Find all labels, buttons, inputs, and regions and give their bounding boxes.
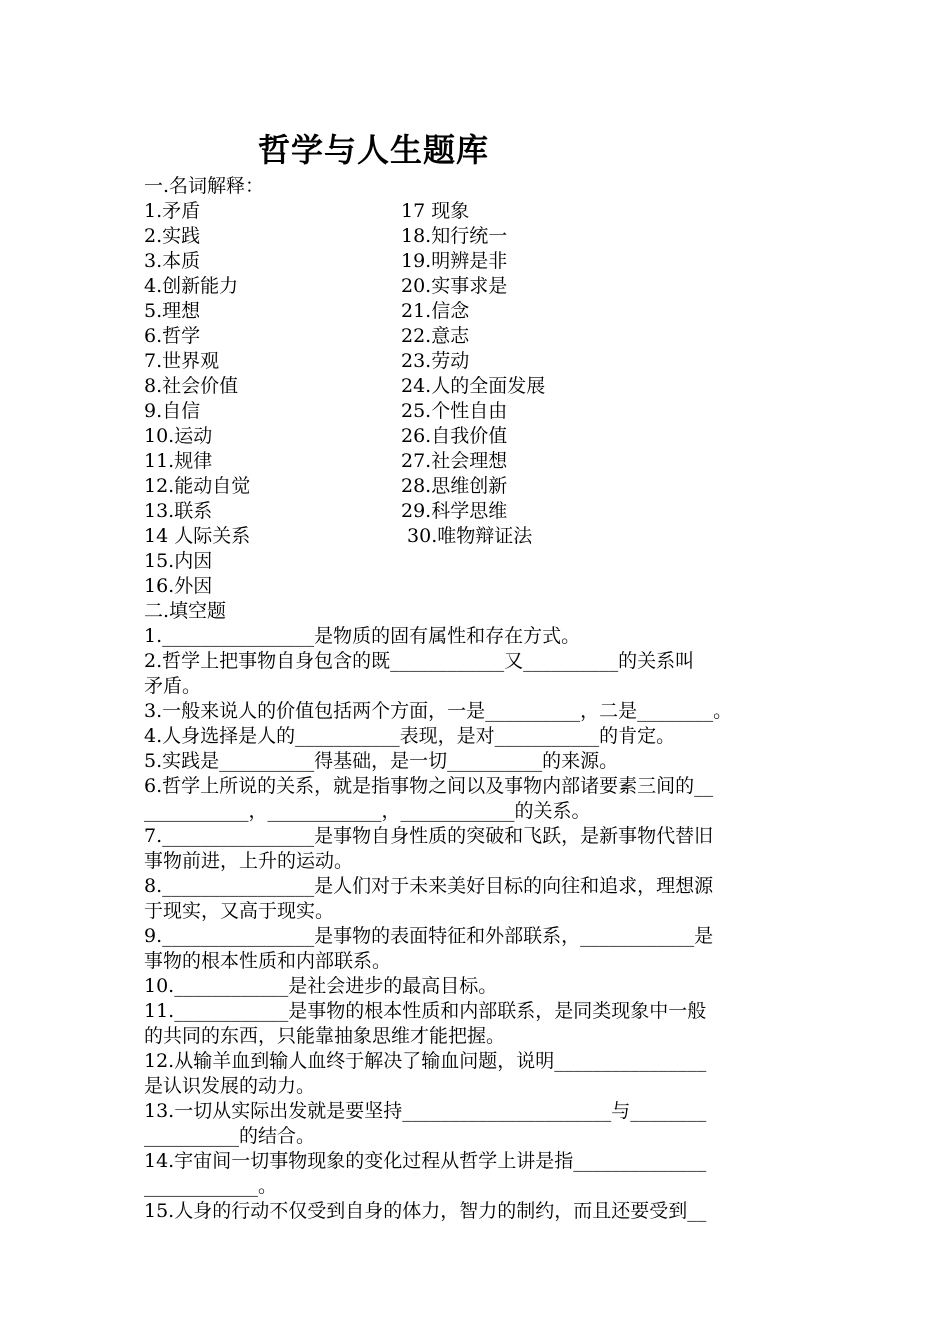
question-line: 4.人身选择是人的___________表现，是对___________的肯定。 — [144, 725, 676, 747]
term-item: 30.唯物辩证法 — [401, 525, 533, 547]
question-line: 的共同的东西，只能靠抽象思维才能把握。 — [144, 1025, 506, 1047]
term-item: 13.联系 — [144, 500, 213, 522]
term-item: 23.劳动 — [401, 350, 470, 372]
question-line: 11.____________是事物的根本性质和内部联系，是同类现象中一般 — [144, 1000, 707, 1022]
term-item: 9.自信 — [144, 400, 201, 422]
term-item: 24.人的全面发展 — [401, 375, 546, 397]
term-item: 21.信念 — [401, 300, 470, 322]
term-item: 3.本质 — [144, 250, 201, 272]
term-item: 10.运动 — [144, 425, 213, 447]
question-line: 6.哲学上所说的关系，就是指事物之间以及事物内部诸要素三间的__ — [144, 775, 714, 797]
question-line: 10.____________是社会进步的最高目标。 — [144, 975, 498, 997]
question-line: 事物的根本性质和内部联系。 — [144, 950, 392, 972]
term-item: 19.明辨是非 — [401, 250, 508, 272]
question-line: 2.哲学上把事物自身包含的既____________又__________的关系叫 — [144, 650, 695, 672]
question-line: 5.实践是__________得基础，是一切__________的来源。 — [144, 750, 619, 772]
document-title: 哲学与人生题库 — [258, 131, 490, 169]
term-item: 17 现象 — [401, 200, 470, 222]
term-item: 29.科学思维 — [401, 500, 508, 522]
question-line: 15.人身的行动不仅受到自身的体力，智力的制约，而且还要受到__ — [144, 1200, 707, 1222]
section-heading-terms: 一.名词解释： — [144, 175, 265, 197]
question-line: 于现实，又高于现实。 — [144, 900, 335, 922]
question-line: 9.________________是事物的表面特征和外部联系，____________是 — [144, 925, 714, 947]
question-line: 是认识发展的动力。 — [144, 1075, 316, 1097]
term-item: 12.能动自觉 — [144, 475, 251, 497]
question-line: ___________，____________，____________的关系。 — [144, 800, 591, 822]
question-line: 3.一般来说人的价值包括两个方面，一是__________，二是________。 — [144, 700, 733, 722]
term-item: 15.内因 — [144, 550, 213, 572]
term-item: 4.创新能力 — [144, 275, 239, 297]
question-line: 1.________________是物质的固有属性和存在方式。 — [144, 625, 581, 647]
term-item: 26.自我价值 — [401, 425, 508, 447]
term-item: 6.哲学 — [144, 325, 201, 347]
question-line: ____________。 — [144, 1175, 278, 1197]
term-item: 14 人际关系 — [144, 525, 251, 547]
question-line: 7.________________是事物自身性质的突破和飞跃，是新事物代替旧 — [144, 825, 714, 847]
section-heading-fill: 二.填空题 — [144, 600, 227, 622]
term-item: 28.思维创新 — [401, 475, 508, 497]
term-item: 8.社会价值 — [144, 375, 239, 397]
question-line: 13.一切从实际出发就是要坚持______________________与________ — [144, 1100, 707, 1122]
question-line: 8.________________是人们对于未来美好目标的向往和追求，理想源 — [144, 875, 714, 897]
term-item: 2.实践 — [144, 225, 201, 247]
question-line: 矛盾。 — [144, 675, 202, 697]
term-item: 16.外因 — [144, 575, 213, 597]
term-item: 20.实事求是 — [401, 275, 508, 297]
question-line: 12.从输羊血到输人血终于解决了输血问题，说明________________ — [144, 1050, 707, 1072]
question-line: 事物前进，上升的运动。 — [144, 850, 354, 872]
question-line: __________的结合。 — [144, 1125, 316, 1147]
term-item: 27.社会理想 — [401, 450, 508, 472]
question-line: 14.宇宙间一切事物现象的变化过程从哲学上讲是指______________ — [144, 1150, 707, 1172]
term-item: 7.世界观 — [144, 350, 220, 372]
term-item: 1.矛盾 — [144, 200, 201, 222]
term-item: 25.个性自由 — [401, 400, 508, 422]
term-item: 22.意志 — [401, 325, 470, 347]
term-item: 5.理想 — [144, 300, 201, 322]
term-item: 18.知行统一 — [401, 225, 508, 247]
term-item: 11.规律 — [144, 450, 213, 472]
